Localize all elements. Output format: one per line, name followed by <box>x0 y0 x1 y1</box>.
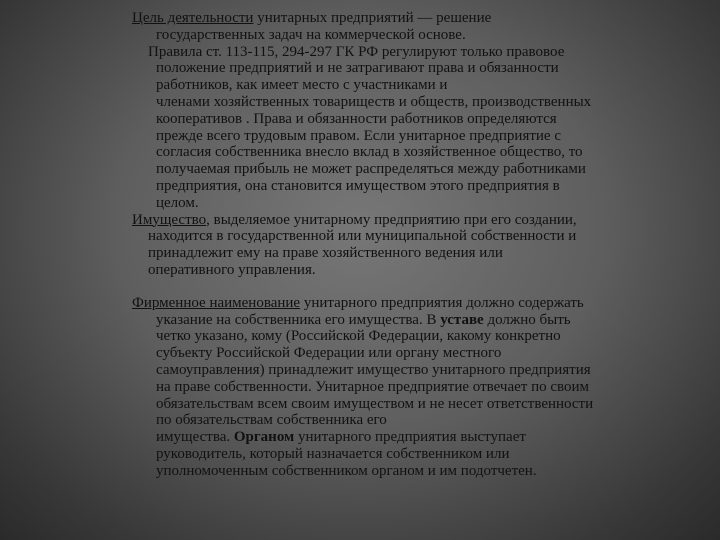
paragraph-company-name <box>132 295 704 480</box>
text-line: субъекту Российской Федерации или органу местного <box>156 345 502 362</box>
text-line <box>132 312 704 329</box>
text-fragment: унитарного предприятия выступает <box>294 429 526 446</box>
text-line <box>132 212 704 229</box>
text-line: руководитель, который назначается собственником или <box>156 445 510 462</box>
term-charter: уставе <box>440 311 484 328</box>
text-line <box>132 295 704 312</box>
paragraph-spacer <box>132 279 704 295</box>
text-line: получаемая прибыль не может распределяться между работниками <box>156 161 586 178</box>
text-fragment: унитарных предприятий — решение <box>253 10 492 26</box>
paragraph-rules <box>132 44 704 212</box>
text-line: оперативного управления. <box>148 261 316 278</box>
text-line: членами хозяйственных товариществ и обществ, производственных <box>156 93 592 110</box>
term-company-name: Фирменное наименование <box>132 294 301 311</box>
text-fragment: унитарного предприятия должно содержать <box>300 294 584 311</box>
text-line: принадлежит ему на праве хозяйственного ведения или <box>148 245 503 262</box>
term-goal: Цель деятельности <box>132 10 254 26</box>
text-line: обязательствам всем своим имуществом и не несет ответственности <box>156 395 594 412</box>
text-fragment: , выделяемое унитарному предприятию при его создании, <box>206 211 577 228</box>
paragraph-goal <box>132 10 704 44</box>
text-line <box>132 10 704 27</box>
text-line: уполномоченным собственником органом и им подотчетен. <box>156 462 537 479</box>
term-property: Имущество <box>132 211 207 228</box>
text-line: на праве собственности. Унитарное предприятие отвечает по своим <box>156 378 590 395</box>
text-line: самоуправления) принадлежит имущество унитарного предприятия <box>156 361 591 378</box>
text-line: государственных задач на коммерческой основе. <box>156 26 466 43</box>
text-line: кооперативов . Права и обязанности работников определяются <box>156 110 557 127</box>
text-line: работников, как имеет место с участниками и <box>156 77 448 94</box>
text-line: четко указано, кому (Российской Федерации, какому конкретно <box>156 328 561 345</box>
paragraph-property <box>132 212 704 279</box>
text-line: Правила ст. 113-115, 294-297 ГК РФ регулируют только правовое <box>148 43 565 60</box>
text-line: прежде всего трудовым правом. Если унитарное предприятие с <box>156 127 561 144</box>
text-fragment: должно быть <box>483 311 571 328</box>
text-line: предприятия, она становится имуществом этого предприятия в <box>156 177 560 194</box>
text-fragment: указание на собственника его имущества. В <box>156 311 441 328</box>
slide-content <box>132 10 704 480</box>
term-body: Органом <box>233 429 295 446</box>
text-line <box>132 429 704 446</box>
text-line: по обязательствам собственника его <box>156 412 387 429</box>
text-line: целом. <box>156 194 199 211</box>
text-fragment: имущества. <box>156 429 234 446</box>
text-line: согласия собственника внесло вклад в хозяйственное общество, то <box>156 144 583 161</box>
text-line: находится в государственной или муниципальной собственности и <box>148 228 577 245</box>
text-line: положение предприятий и не затрагивают права и обязанности <box>156 60 559 77</box>
